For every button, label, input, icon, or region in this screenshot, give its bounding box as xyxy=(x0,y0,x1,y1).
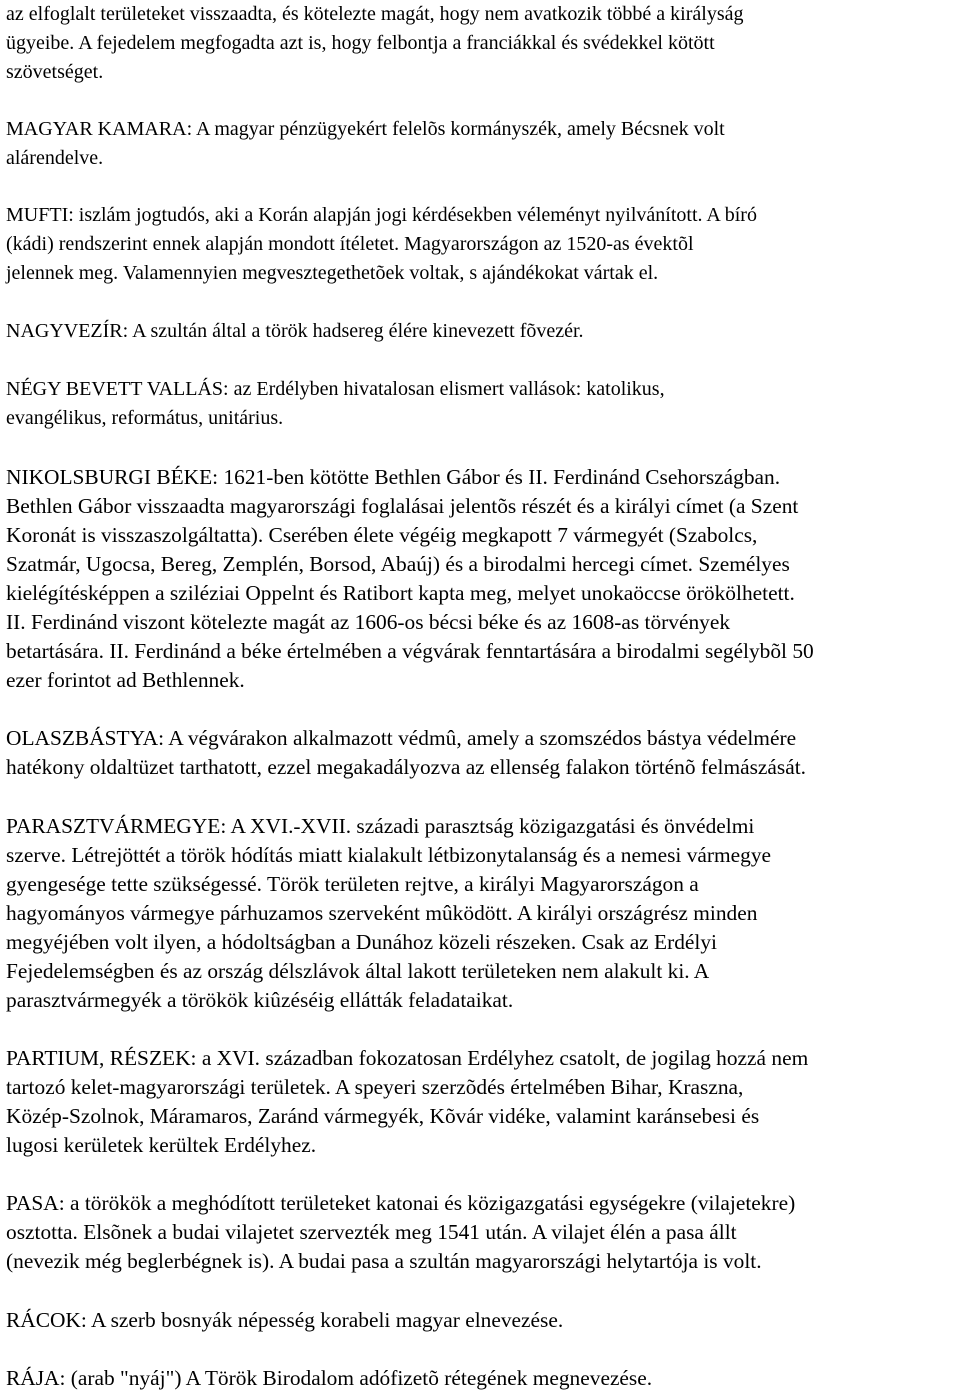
entry-mufti xyxy=(6,201,956,288)
text-line: (nevezik még beglerbégnek is). A budai pasa a szultán magyarországi helytartója is volt. xyxy=(6,1249,762,1273)
text-line: Bethlen Gábor visszaadta magyarországi foglalásai jelentõs részét és a királyi címet (a Szent xyxy=(6,494,799,518)
text-line: szerve. Létrejöttét a török hódítás miatt kialakult létbizonytalanság és a nemesi vármegye xyxy=(6,843,772,867)
entry-nagyvezir xyxy=(6,317,956,346)
text-line: betartására. II. Ferdinánd a béke értelmében a végvárak fenntartására a birodalmi segélybõl 50 xyxy=(6,639,814,663)
text-line: II. Ferdinánd viszont kötelezte magát az 1606-os bécsi béke és az 1608-as törvények xyxy=(6,610,731,634)
text-line: Szatmár, Ugocsa, Bereg, Zemplén, Borsod, Abaúj) és a birodalmi hercegi címet. Személyes xyxy=(6,552,790,576)
entry-racok xyxy=(6,1306,956,1335)
text-line: PARASZTVÁRMEGYE: A XVI.-XVII. századi parasztság közigazgatási és önvédelmi xyxy=(6,814,755,838)
text-line: RÁJA: (arab "nyáj") A Török Birodalom adófizetõ rétegének megnevezése. xyxy=(6,1366,653,1390)
text-line: (kádi) rendszerint ennek alapján mondott ítéletet. Magyarországon az 1520-as évektõl xyxy=(6,233,694,255)
text-line: hatékony oldaltüzet tarthatott, ezzel megakadályozva az ellenség falakon történõ felmászását. xyxy=(6,755,806,779)
entry-raja xyxy=(6,1364,956,1393)
text-line: kielégítésképpen a sziléziai Oppelnt és Ratibort kapta meg, melyet unokaöccse örökölhetett. xyxy=(6,581,795,605)
entry-pasa xyxy=(6,1189,956,1276)
text-line: lugosi kerületek kerültek Erdélyhez. xyxy=(6,1133,317,1157)
text-line: MAGYAR KAMARA: A magyar pénzügyekért felelõs kormányszék, amely Bécsnek volt xyxy=(6,118,725,140)
text-line: parasztvármegyék a törökök kiûzéséig ellátták feladataikat. xyxy=(6,988,514,1012)
text-line: Fejedelemségben és az ország délszlávok által lakott területeken nem alakult ki. A xyxy=(6,959,710,983)
text-line: jelennek meg. Valamennyien megvesztegethetõek voltak, s ajándékokat vártak el. xyxy=(6,262,659,284)
entry-olaszbastya xyxy=(6,724,956,782)
text-line: hagyományos vármegye párhuzamos szerveként mûködött. A királyi országrész minden xyxy=(6,901,758,925)
entry-nikolsburgi-beke xyxy=(6,463,956,695)
text-line: megyéjében volt ilyen, a hódoltságban a Dunához közeli részeken. Csak az Erdélyi xyxy=(6,930,717,954)
text-line: NAGYVEZÍR: A szultán által a török hadsereg élére kinevezett fõvezér. xyxy=(6,320,584,342)
entry-intro-continuation xyxy=(6,0,956,87)
text-line: ügyeibe. A fejedelem megfogadta azt is, hogy felbontja a franciákkal és svédekkel kötött xyxy=(6,32,715,54)
text-line: Közép-Szolnok, Máramaros, Zaránd vármegyék, Kõvár vidéke, valamint karánsebesi és xyxy=(6,1104,760,1128)
text-line: NIKOLSBURGI BÉKE: 1621-ben kötötte Bethlen Gábor és II. Ferdinánd Csehországban. xyxy=(6,465,781,489)
entry-partium xyxy=(6,1044,956,1160)
text-line: MUFTI: iszlám jogtudós, aki a Korán alapján jogi kérdésekben véleményt nyilvánított. A bíró xyxy=(6,204,757,226)
text-line: NÉGY BEVETT VALLÁS: az Erdélyben hivatalosan elismert vallások: katolikus, xyxy=(6,378,665,400)
text-line: PASA: a törökök a meghódított területeket katonai és közigazgatási egységekre (vilajetekre) xyxy=(6,1191,796,1215)
text-line: OLASZBÁSTYA: A végvárakon alkalmazott védmû, amely a szomszédos bástya védelmére xyxy=(6,726,797,750)
text-line: szövetséget. xyxy=(6,61,104,83)
entry-negy-bevett-vallas xyxy=(6,375,956,433)
text-line: evangélikus, református, unitárius. xyxy=(6,407,284,429)
text-line: PARTIUM, RÉSZEK: a XVI. században fokozatosan Erdélyhez csatolt, de jogilag hozzá nem xyxy=(6,1046,809,1070)
text-line: alárendelve. xyxy=(6,147,104,169)
entry-magyar-kamara xyxy=(6,115,956,173)
text-line: tartozó kelet-magyarországi területek. A speyeri szerzõdés értelmében Bihar, Kraszna, xyxy=(6,1075,744,1099)
entry-parasztvarmegye xyxy=(6,812,956,1015)
text-line: az elfoglalt területeket visszaadta, és kötelezte magát, hogy nem avatkozik többé a királyság xyxy=(6,3,744,25)
text-line: ezer forintot ad Bethlennek. xyxy=(6,668,245,692)
text-line: gyengesége tette szükségessé. Török területen rejtve, a királyi Magyarországon a xyxy=(6,872,699,896)
text-line: RÁCOK: A szerb bosnyák népesség korabeli magyar elnevezése. xyxy=(6,1308,564,1332)
text-line: osztotta. Elsõnek a budai vilajetet szervezték meg 1541 után. A vilajet élén a pasa állt xyxy=(6,1220,737,1244)
text-line: Koronát is visszaszolgáltatta). Cserében élete végéig megkapott 7 vármegyét (Szabolcs, xyxy=(6,523,758,547)
